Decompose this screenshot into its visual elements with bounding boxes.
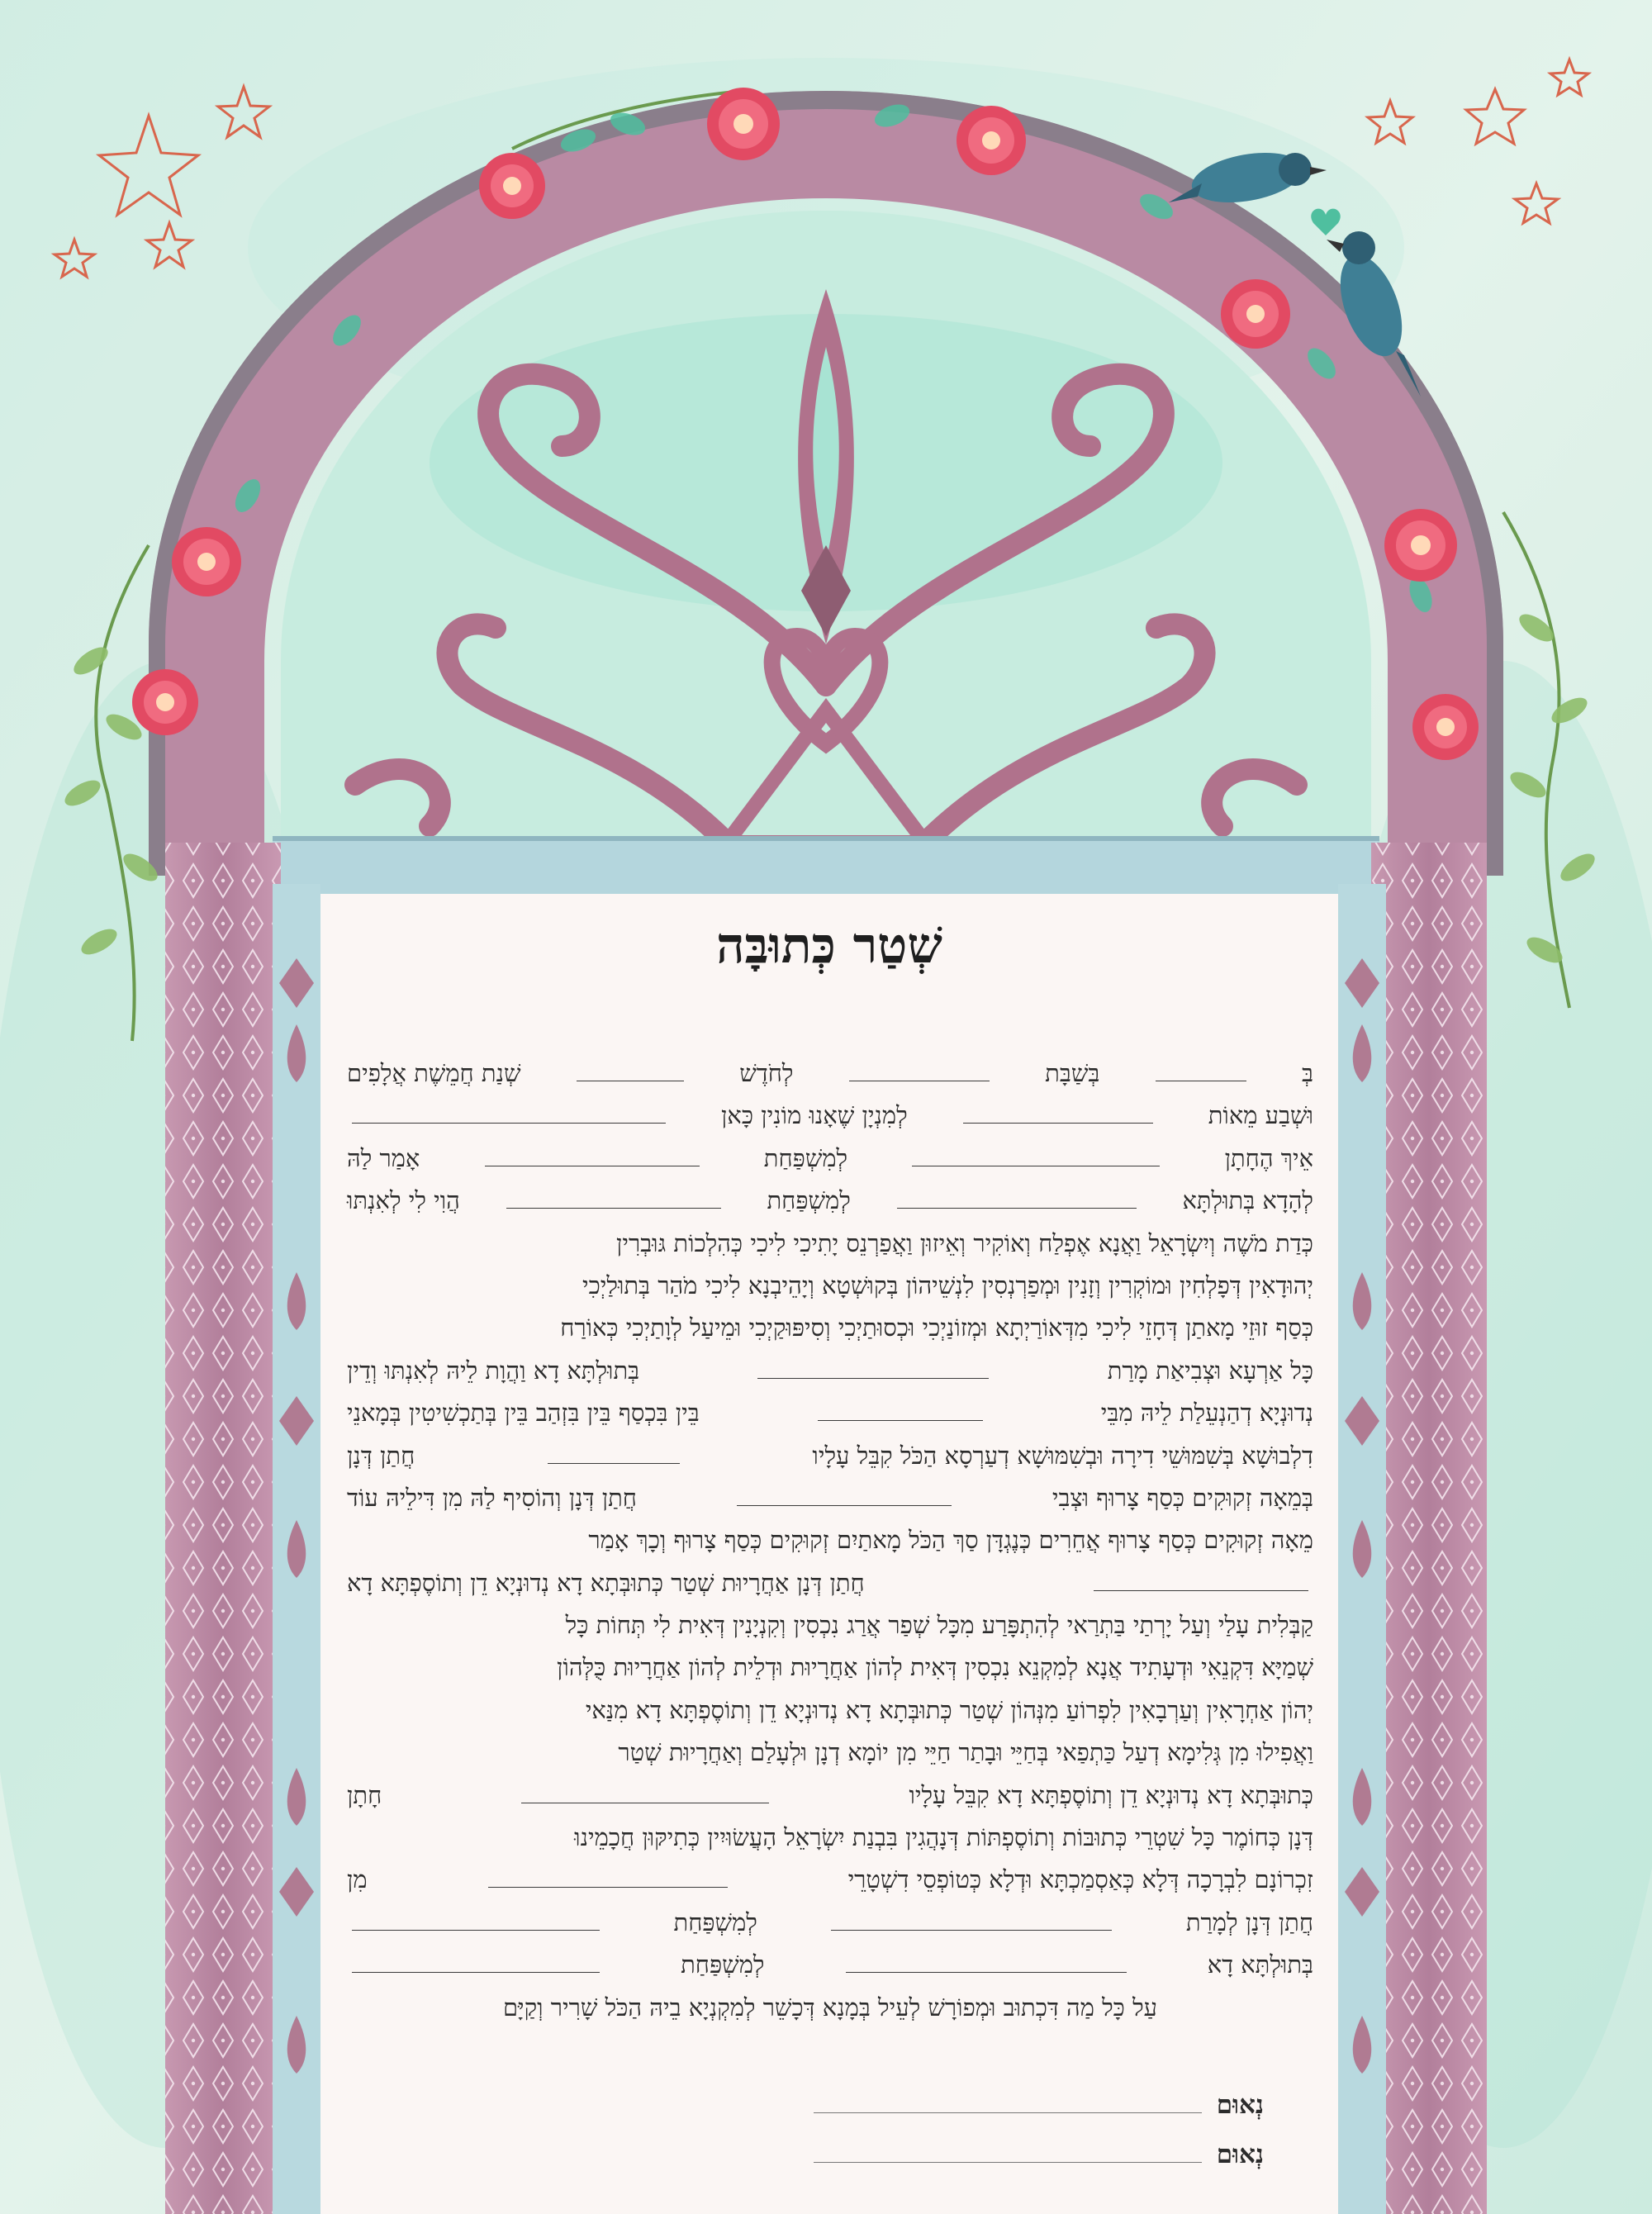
line-text: בְּתוּלְתָּא דָא [1207,1950,1313,1979]
document-title: שְׁטַר כְּתוּבָּה [716,917,942,975]
fill-in-blank[interactable] [352,1121,666,1124]
text-line [347,1732,1313,1774]
fill-in-blank[interactable] [912,1164,1160,1166]
fill-in-blank[interactable] [521,1801,769,1803]
line-text: לְמִשְׁפַּחַת [767,1186,851,1215]
line-text: וּשְׁבַע מֵאוֹת [1208,1101,1313,1130]
line-text: דְּנָן כְּחוֹמֶר כָּל שִׁטְרֵי כְּתוּבּוֹת וְתוֹסֶפְתּוֹת דְּנָהֲגִין בִּבְנַת יִשְׂרָאֵל הָעֲשׂוּיִין כְּתִיקּוּן חֲכָמֵינוּ [574,1823,1313,1852]
line-text: חֲתַן דְּנָן וְהוֹסִיף לַהּ מִן דִּילֵיהּ עוֹד [347,1483,637,1512]
line-text: אֵיךְ הֶחָתָן [1224,1143,1313,1172]
line-text: חֲתַן דְּנָן לְמָרַת [1185,1908,1313,1936]
line-text: עַל כָּל מַה דִּכְתוּב וּמְפוֹרָשׁ לְעֵיל בְּמָנָא דְּכָשֵׁר לְמִקְנְיָא בֵיהּ הַכֹּל שָׁרִיר וְקַיָּם [502,1993,1158,2022]
text-line [347,1817,1313,1859]
text-line [347,1775,1313,1817]
line-text: שְׁנַת חֲמֵשֶׁת אֲלָפִים [347,1059,521,1087]
text-line [347,1223,1313,1265]
text-line [347,1307,1313,1349]
line-text: זִכְרוֹנָם לִבְרָכָה דְּלָא כְּאַסְמַכְתָּא וּדְלָא כְּטוֹפְסֵי דִשְׁטָרֵי [847,1865,1313,1894]
line-text: כָּל אַרְעָא וּצְבִיאַת מָרַת [1107,1356,1313,1385]
fill-in-blank[interactable] [577,1079,684,1081]
line-text: לְהָדָא בְּתוּלְתָּא [1182,1186,1313,1215]
line-text: כְּדַת מֹשֶׁה וְיִשְׂרָאֵל וַאֲנָא אֶפְלַח וְאוֹקִיר וְאֵיזוּן וַאֲפַרְנֵס יָתִיכִי לִיכִי כְּהִלְכוֹת גּוּבְרִין [615,1228,1313,1257]
fill-in-blank[interactable] [352,1970,600,1973]
line-text: אָמַר לַהּ [347,1143,420,1172]
witness-signature-line[interactable] [801,2140,1264,2169]
fill-in-blank[interactable] [849,1079,990,1081]
line-text: דִלְבוּשָׁא בְּשִׁמּוּשֵׁי דִירָה וּבְשִׁמּוּשָׁא דְעַרְסָא הַכֹּל קִבֵּל עָלָיו [812,1441,1313,1470]
line-text: בְּשַׁבָּת [1045,1059,1100,1087]
line-text: חֲתַן דְּנָן אַחֲרָיוּת שְׁטַר כְּתוּבְּתָא דָא נְדוּנְיָא דֵן וְתוֹסֶפְתָּא דָא [347,1568,865,1597]
fill-in-blank[interactable] [506,1206,721,1209]
witness-label: נְאוּם [1216,2090,1264,2120]
fill-in-blank[interactable] [757,1376,989,1379]
fill-in-blank[interactable] [897,1206,1137,1209]
text-line [347,1180,1313,1222]
line-text: בְּתוּלְתָּא דָא וַהֲוָת לֵיהּ לְאִנְתּוּ וְדֵין [347,1356,640,1385]
line-text: בֵּין בִּכְסַף בֵּין בִּזְהַב בֵּין בְּתַכְשִׁיטִין בְּמָאנֵי [347,1399,700,1428]
line-text: מֵאָה זְקוּקִים כְּסַף צָרוּף אֲחֵרִים כְּנֶגְדָּן סַךְ הַכֹּל מָאתַיִם זְקוּקִים כְּסַף צָרוּף וְכָךְ אָמַר [588,1526,1313,1555]
text-line [347,1052,1313,1095]
fill-in-blank[interactable] [488,1885,728,1888]
line-text: כְּסַף זוּזֵי מָאתַן דְּחָזֵי לִיכִי מִדְּאוֹרַיְתָא וּמְזוֹנַיְכִי וּכְסוּתַיְכִי וְסִיפּוּקַיְכִי וּמֵיעַל לְוָתַיְכִי כְּאוֹרַח [560,1314,1313,1342]
text-line [347,1646,1313,1689]
text-line [347,1689,1313,1732]
text-line [347,1519,1313,1561]
line-text: לְחֹדֶשׁ [739,1059,794,1087]
line-text: מִן [347,1865,368,1894]
line-text: לְמִשְׁפַּחַת [673,1908,757,1936]
text-line [347,1265,1313,1307]
fill-in-blank[interactable] [485,1164,700,1166]
text-line [347,1138,1313,1180]
witness-signature-line[interactable] [801,2090,1264,2120]
line-text: לְמִשְׁפַּחַת [763,1143,848,1172]
line-text: חֲתַן דְּנָן [347,1441,415,1470]
text-line [347,1350,1313,1392]
line-text: הֲוִי לִי לְאִנְתּוּ [347,1186,460,1215]
line-text: בְּמֵאָה זְקוּקִים כְּסַף צָרוּף וּצְבִי [1051,1483,1313,1512]
fill-in-blank[interactable] [1094,1589,1308,1591]
text-line [347,1604,1313,1646]
text-line [347,1095,1313,1137]
text-line [347,1859,1313,1901]
text-line [347,1944,1313,1986]
line-text: בְּ [1302,1059,1313,1087]
signature-blank[interactable] [814,2162,1202,2163]
fill-in-blank[interactable] [352,1928,600,1931]
line-text: יְהוֹן אַחְרָאִין וְעַרְבָאִין לִפְרוֹעַ מִנְּהוֹן שְׁטַר כְּתוּבְּתָא דָא נְדוּנְיָא דֵן וְתוֹסֶפְתָּא דָא מִנַּאי [585,1695,1313,1724]
text-line [347,1477,1313,1519]
fill-in-blank[interactable] [1156,1079,1246,1081]
fill-in-blank[interactable] [963,1121,1153,1124]
line-text: נְדוּנְיָא דְהַנְעֵלַת לֵיהּ מִבֵּי [1100,1399,1313,1428]
ketubah-text [347,1052,1313,2029]
line-text: וַאֲפִילוּ מִן גְּלִימָא דְעַל כַּתְפַאי בְּחַיֵּי וּבָתַר חַיֵּי מִן יוֹמָא דְנָן וּלְעָלַם וְאַחֲרָיוּת שְׁטַר [618,1738,1313,1767]
text-line [347,1392,1313,1434]
fill-in-blank[interactable] [548,1461,680,1464]
line-text: שְׁמַיָּא דִּקְנֵאִי וּדְעָתִיד אֲנָא לְמִקְנֵא נִכְסִין דְּאִית לְהוֹן אַחֲרָיוּת וּדְלֵית לְהוֹן אַחֲרָיוּת כֻּלְּהוֹן [557,1653,1313,1682]
line-text: לְמִנְיָן שֶׁאָנוּ מוֹנִין כָּאן [721,1101,908,1130]
text-line [347,1562,1313,1604]
line-text: חָתָן [347,1780,382,1809]
text-line [347,1435,1313,1477]
line-text: כְּתוּבְּתָא דָא נְדוּנְיָא דֵן וְתוֹסֶפְתָּא דָא קִבֵּל עָלָיו [909,1780,1313,1809]
line-text: לְמִשְׁפַּחַת [681,1950,765,1979]
line-text: יְהוּדָאִין דְּפָלְחִין וּמוֹקְרִין וְזָנִין וּמְפַרְנְסִין לִנְשֵׁיהוֹן בְּקוּשְׁטָא וְיָהֵיבְנָא לִיכִי מֹהַר בְּתוּלַיְכִי [582,1271,1313,1299]
witness-label: נְאוּם [1216,2140,1264,2169]
signature-blank[interactable] [814,2112,1202,2113]
fill-in-blank[interactable] [846,1970,1127,1973]
fill-in-blank[interactable] [818,1418,983,1421]
fill-in-blank[interactable] [831,1928,1112,1931]
fill-in-blank[interactable] [737,1504,952,1506]
line-text: קַבְּלִית עָלַי וְעַל יָרְתַי בַּתְרַאי לְהִתְפָּרַע מִכָּל שְׁפַר אֲרַג נִכְסִין וְקִנְיָנִין דְּאִית לִי תְּחוֹת כָּל [565,1611,1313,1640]
text-line [347,1902,1313,1944]
text-line [347,1987,1313,2029]
